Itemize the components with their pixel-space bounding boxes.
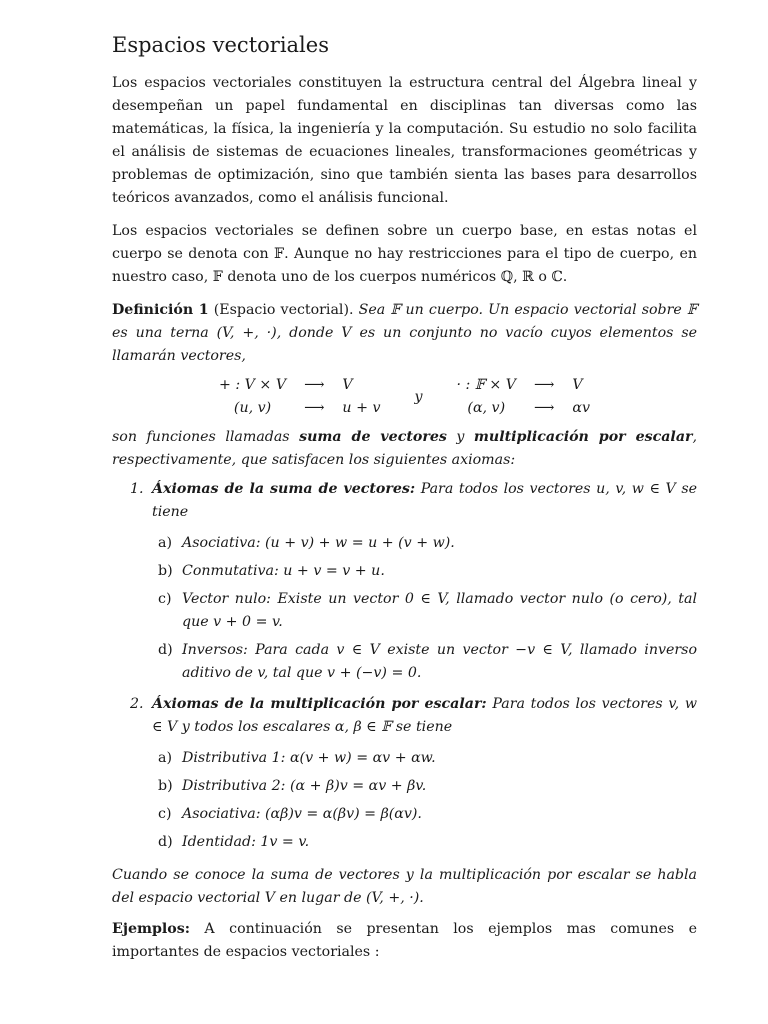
term-scalar-mult: multiplicación por escalar <box>473 429 693 445</box>
intro-paragraph: Los espacios vectoriales constituyen la estructura central del Álgebra lineal y desempeñan un papel fundamental en disciplinas tan diversas como las matemáticas, la física, la ingeniería y la computación. Su estudio no solo facilita el análisis de sistemas de ecuaciones lineales, transformaciones geométricas y problemas de optimización, sino que también sienta las bases para desarrollos teóricos avanzados, como el análisis funcional. <box>112 75 697 206</box>
sum-arrow: ⟶ <box>304 377 325 393</box>
scalar-codomain: V <box>572 377 583 393</box>
item-label: d) <box>158 642 173 658</box>
axiom-group-sum-text <box>152 478 697 524</box>
sum-result: u + v <box>342 400 381 416</box>
list-item <box>112 747 697 770</box>
axiom-description: Para todos los vectores u, v, w ∈ V se tiene <box>152 481 698 520</box>
examples-label: Ejemplos: <box>112 921 190 937</box>
item-label: d) <box>158 834 173 850</box>
list-item <box>112 532 697 555</box>
axiom-group-scalar-text <box>152 693 697 739</box>
sum-map <box>219 374 381 420</box>
scalar-domain: · : 𝔽 × V <box>456 377 517 393</box>
list-item <box>112 588 697 634</box>
definition-1 <box>112 299 697 368</box>
axiom-title: Áxiomas de la multiplicación por escalar: <box>152 696 487 712</box>
item-text: Asociativa: (αβ)v = α(βv) = β(αv). <box>182 806 422 822</box>
item-text: Distributiva 2: (α + β)v = αv + βv. <box>182 778 427 794</box>
sum-pair: (u, v) <box>233 400 272 416</box>
term-vector-sum: suma de vectores <box>299 429 447 445</box>
maps-connector: y <box>414 388 423 405</box>
scalar-maps-to: ⟶ <box>534 400 555 416</box>
sum-maps-to: ⟶ <box>304 400 325 416</box>
list-item <box>112 560 697 583</box>
scalar-pair: (α, v) <box>467 400 506 416</box>
sum-domain: + : V × V <box>218 377 287 393</box>
axiom-sub-list <box>112 747 697 854</box>
examples-paragraph <box>112 918 697 964</box>
definition-label: Definición 1 <box>112 302 209 318</box>
operation-maps <box>112 374 697 420</box>
item-label: a) <box>158 535 172 551</box>
axiom-sub-list <box>112 532 697 685</box>
axiom-number: 1. <box>130 481 144 497</box>
axiom-group-sum <box>112 478 697 685</box>
item-text: Conmutativa: u + v = v + u. <box>182 563 385 579</box>
item-label: b) <box>158 778 173 794</box>
item-label: c) <box>158 591 172 607</box>
axioms-intro-pre: son funciones llamadas <box>112 429 300 445</box>
notation-note: Cuando se conoce la suma de vectores y la multiplicación por escalar se habla del espacio vectorial V en lugar de (V, +, ·). <box>112 867 697 906</box>
item-label: c) <box>158 806 172 822</box>
axiom-group-scalar-head <box>112 693 697 739</box>
axiom-number: 2. <box>130 696 144 712</box>
item-text: Identidad: 1v = v. <box>182 834 310 850</box>
list-item <box>112 803 697 826</box>
item-label: b) <box>158 563 173 579</box>
definition-text: Sea 𝔽 un cuerpo. Un espacio vectorial sobre 𝔽 es una terna (V, +, ·), donde V es un conjunto no vacío cuyos elementos se llamarán vectores, <box>112 302 698 364</box>
axioms-intro-post: , respectivamente, que satisfacen los siguientes axiomas: <box>112 429 698 468</box>
axioms-intro-mid: y <box>446 429 474 445</box>
axiom-group-scalar <box>112 693 697 854</box>
section-title: Espacios vectoriales <box>112 33 329 57</box>
axiom-description: Para todos los vectores v, w ∈ V y todos los escalares α, β ∈ 𝔽 se tiene <box>152 696 698 735</box>
scalar-map <box>457 374 591 420</box>
axiom-list <box>112 478 697 854</box>
list-item <box>112 775 697 798</box>
list-item <box>112 831 697 854</box>
scalar-arrow: ⟶ <box>534 377 555 393</box>
field-paragraph: Los espacios vectoriales se definen sobre un cuerpo base, en estas notas el cuerpo se denota con 𝔽. Aunque no hay restricciones para el tipo de cuerpo, en nuestro caso, 𝔽 denota uno de los cuerpos numéricos ℚ, ℝ o ℂ. <box>112 223 697 285</box>
item-text: Asociativa: (u + v) + w = u + (v + w). <box>182 535 455 551</box>
scalar-result: αv <box>572 400 590 416</box>
item-text: Distributiva 1: α(v + w) = αv + αw. <box>182 750 436 766</box>
sum-codomain: V <box>342 377 353 393</box>
item-text: Inversos: Para cada v ∈ V existe un vector −v ∈ V, llamado inverso aditivo de v, tal que v + (−v) = 0. <box>182 642 697 681</box>
item-label: a) <box>158 750 172 766</box>
examples-text: A continuación se presentan los ejemplos mas comunes e importantes de espacios vectoriales : <box>112 921 697 960</box>
axioms-intro <box>112 426 697 472</box>
definition-name: (Espacio vectorial). <box>213 302 354 318</box>
item-text: Vector nulo: Existe un vector 0 ∈ V, llamado vector nulo (o cero), tal que v + 0 = v. <box>182 591 697 630</box>
axiom-group-sum-head <box>112 478 697 524</box>
axiom-title: Áxiomas de la suma de vectores: <box>152 481 416 497</box>
document-page <box>112 30 697 964</box>
list-item <box>112 639 697 685</box>
